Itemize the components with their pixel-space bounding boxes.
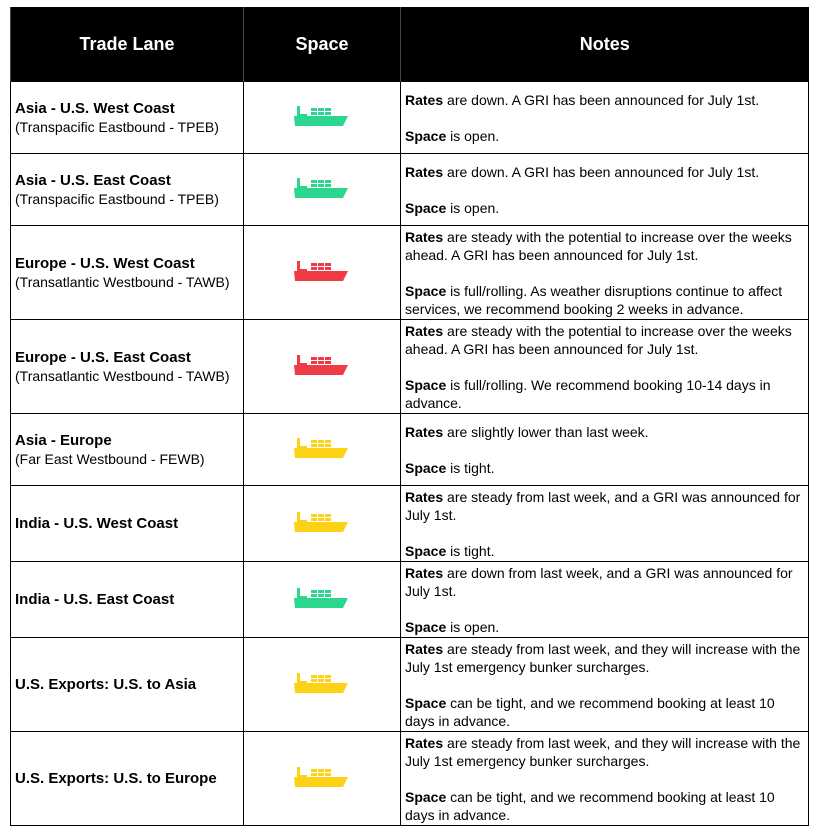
lane-name: Asia - U.S. West Coast (15, 99, 175, 117)
notes-cell (401, 732, 809, 826)
table-row (11, 82, 809, 154)
header-notes: Notes (401, 7, 809, 82)
trade-lane-cell (11, 226, 244, 320)
rates-note: Rates are steady from last week, and a GRI was announced for July 1st. (405, 488, 801, 523)
trade-lane-cell (11, 486, 244, 562)
rates-note: Rates are steady from last week, and they will increase with the July 1st emergency bunker surcharges. (405, 734, 801, 769)
space-note: Space can be tight, and we recommend booking at least 10 days in advance. (405, 788, 775, 823)
space-note: Space is open. (405, 127, 500, 144)
space-status-cell (244, 732, 401, 826)
rates-note: Rates are steady with the potential to increase over the weeks ahead. A GRI has been announced for July 1st. (405, 322, 792, 357)
trade-lane-cell (11, 638, 244, 732)
space-note: Space is full/rolling. As weather disruptions continue to affect services, we recommend booking 2 weeks in advance. (405, 282, 783, 317)
notes-cell (401, 226, 809, 320)
space-status-cell (244, 562, 401, 638)
container-ship-icon (294, 671, 350, 695)
space-status-cell (244, 226, 401, 320)
rates-note: Rates are down. A GRI has been announced for July 1st. (405, 163, 760, 180)
lane-name: India - U.S. East Coast (15, 590, 175, 608)
space-note: Space is open. (405, 618, 500, 635)
rates-note: Rates are down from last week, and a GRI was announced for July 1st. (405, 564, 793, 599)
header-trade-lane: Trade Lane (11, 7, 244, 82)
header-space: Space (244, 7, 401, 82)
trade-lane-cell (11, 154, 244, 226)
trade-lane-cell (11, 732, 244, 826)
notes-cell (401, 562, 809, 638)
header-row (11, 7, 809, 82)
container-ship-icon (294, 104, 350, 128)
space-note: Space is full/rolling. We recommend booking 10-14 days in advance. (405, 376, 771, 411)
container-ship-icon (294, 353, 350, 377)
space-note: Space is tight. (405, 542, 495, 559)
rates-note: Rates are steady from last week, and they will increase with the July 1st emergency bunker surcharges. (405, 640, 801, 675)
space-status-cell (244, 82, 401, 154)
lane-subtitle: (Transatlantic Westbound - TAWB) (15, 273, 230, 290)
table-row (11, 320, 809, 414)
notes-cell (401, 320, 809, 414)
space-status-cell (244, 638, 401, 732)
lane-subtitle: (Transpacific Eastbound - TPEB) (15, 190, 219, 207)
lane-subtitle: (Transpacific Eastbound - TPEB) (15, 118, 219, 135)
rates-note: Rates are down. A GRI has been announced for July 1st. (405, 91, 760, 108)
space-note: Space can be tight, and we recommend booking at least 10 days in advance. (405, 694, 775, 729)
table-row (11, 732, 809, 826)
container-ship-icon (294, 176, 350, 200)
notes-cell (401, 154, 809, 226)
space-status-cell (244, 414, 401, 486)
trade-lane-cell (11, 562, 244, 638)
lane-name: Asia - Europe (15, 431, 112, 449)
trade-lane-cell (11, 82, 244, 154)
lane-subtitle: (Transatlantic Westbound - TAWB) (15, 367, 230, 384)
container-ship-icon (294, 765, 350, 789)
table-row (11, 154, 809, 226)
lane-name: Europe - U.S. West Coast (15, 254, 195, 272)
notes-cell (401, 486, 809, 562)
table-row (11, 486, 809, 562)
space-status-cell (244, 486, 401, 562)
notes-cell (401, 82, 809, 154)
space-note: Space is tight. (405, 459, 495, 476)
rates-note: Rates are steady with the potential to increase over the weeks ahead. A GRI has been announced for July 1st. (405, 228, 792, 263)
space-note: Space is open. (405, 199, 500, 216)
lane-name: India - U.S. West Coast (15, 514, 179, 532)
container-ship-icon (294, 259, 350, 283)
trade-lane-cell (11, 320, 244, 414)
space-status-cell (244, 154, 401, 226)
table-row (11, 638, 809, 732)
lane-name: Asia - U.S. East Coast (15, 171, 171, 189)
table-row (11, 562, 809, 638)
lane-name: Europe - U.S. East Coast (15, 348, 191, 366)
container-ship-icon (294, 510, 350, 534)
lane-name: U.S. Exports: U.S. to Asia (15, 675, 197, 693)
trade-lane-cell (11, 414, 244, 486)
rates-note: Rates are slightly lower than last week. (405, 423, 649, 440)
space-status-cell (244, 320, 401, 414)
notes-cell (401, 638, 809, 732)
trade-lane-table (10, 7, 809, 826)
notes-cell (401, 414, 809, 486)
container-ship-icon (294, 436, 350, 460)
lane-subtitle: (Far East Westbound - FEWB) (15, 450, 205, 467)
table-row (11, 226, 809, 320)
container-ship-icon (294, 586, 350, 610)
table-row (11, 414, 809, 486)
lane-name: U.S. Exports: U.S. to Europe (15, 769, 217, 787)
